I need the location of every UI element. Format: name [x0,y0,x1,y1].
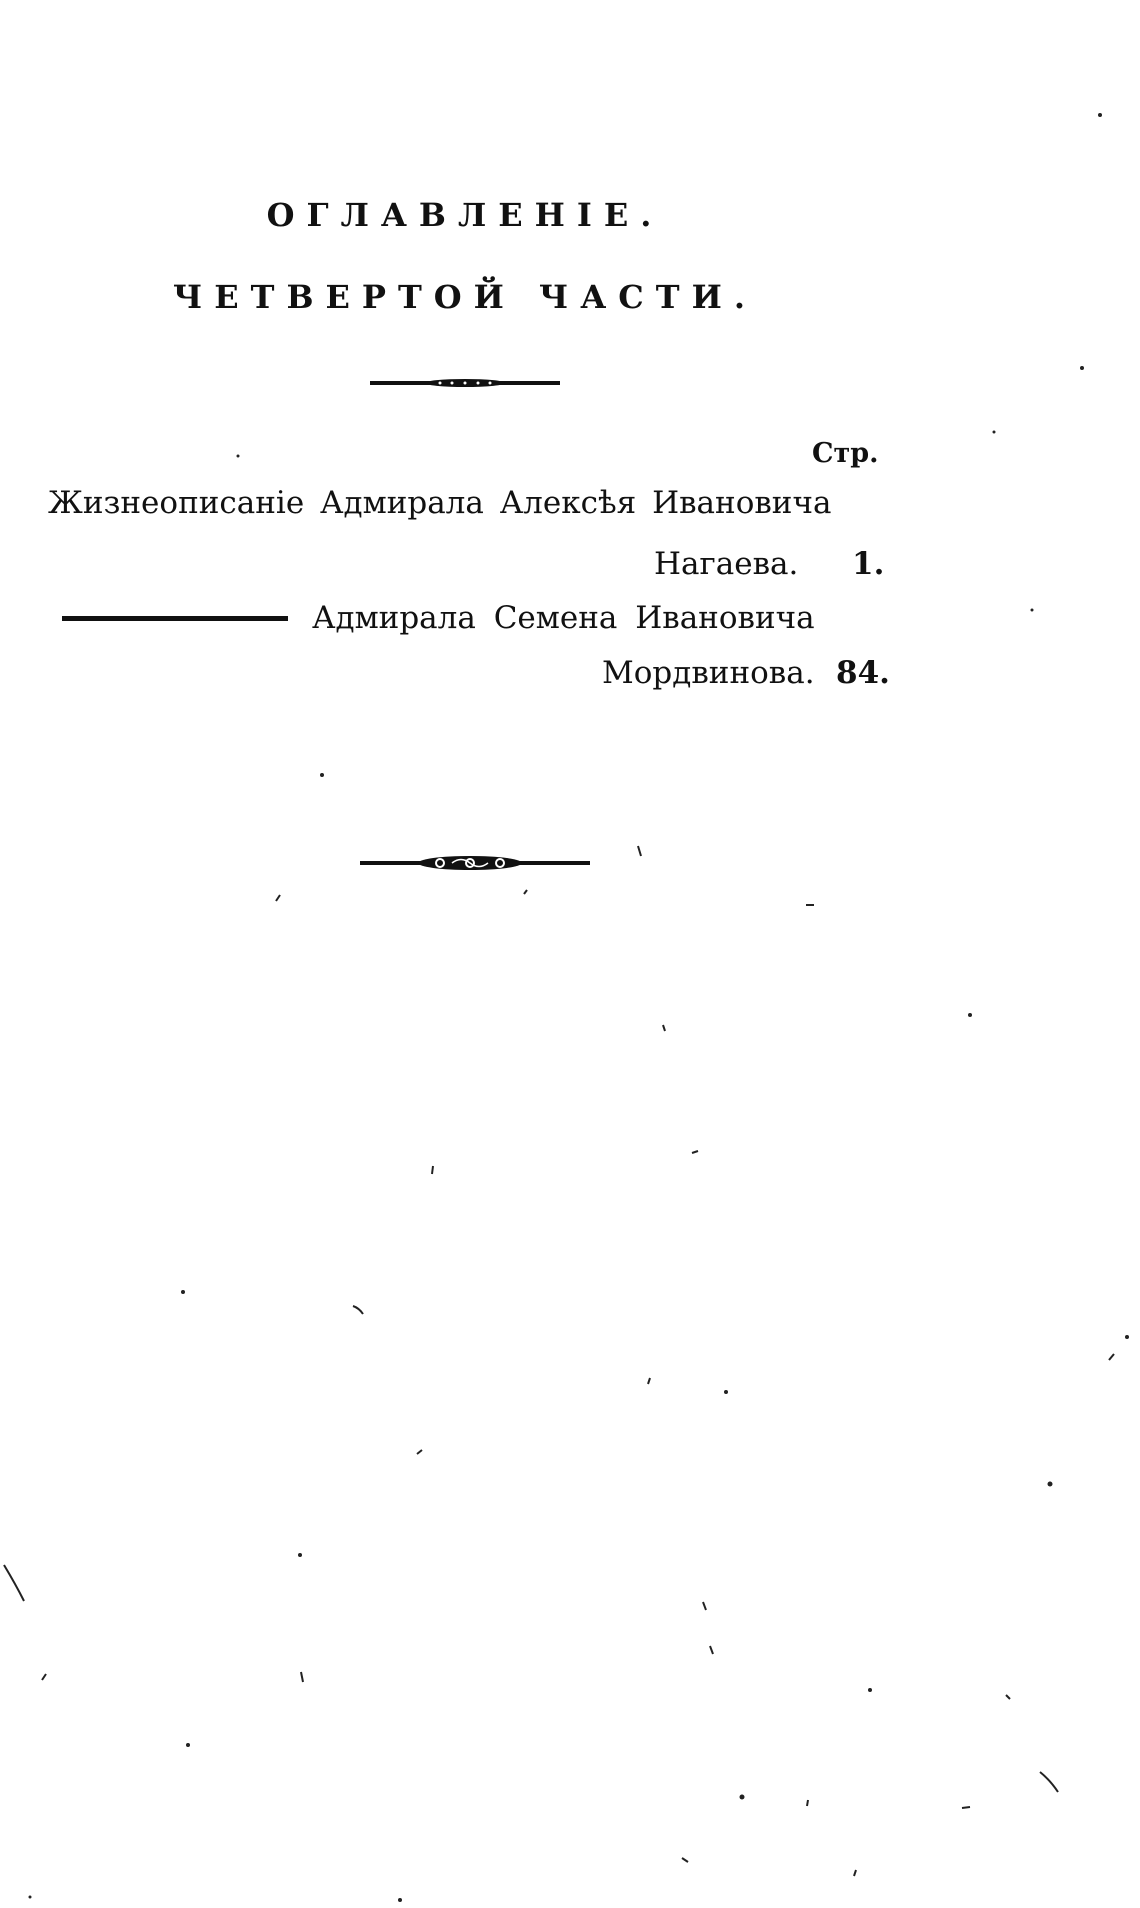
toc-entry-2-title: Адмирала Семена Ивановича [312,600,815,636]
toc-entry-2-title-continued: Мордвинова. [602,655,815,691]
toc-entry-1-page-number: 1. [852,546,885,582]
page-subtitle: ЧЕТВЕРТОЙ ЧАСТИ. [173,278,757,316]
toc-entry-2-page-number: 84. [836,655,890,691]
toc-entry-1-title: Жизнеописаніе Адмирала Алексѣя Ивановича [48,485,832,521]
toc-entry-1-title-continued: Нагаева. [654,546,799,582]
page-column-label: Стр. [812,438,879,469]
page-title: ОГЛАВЛЕНІЕ. [266,196,664,234]
